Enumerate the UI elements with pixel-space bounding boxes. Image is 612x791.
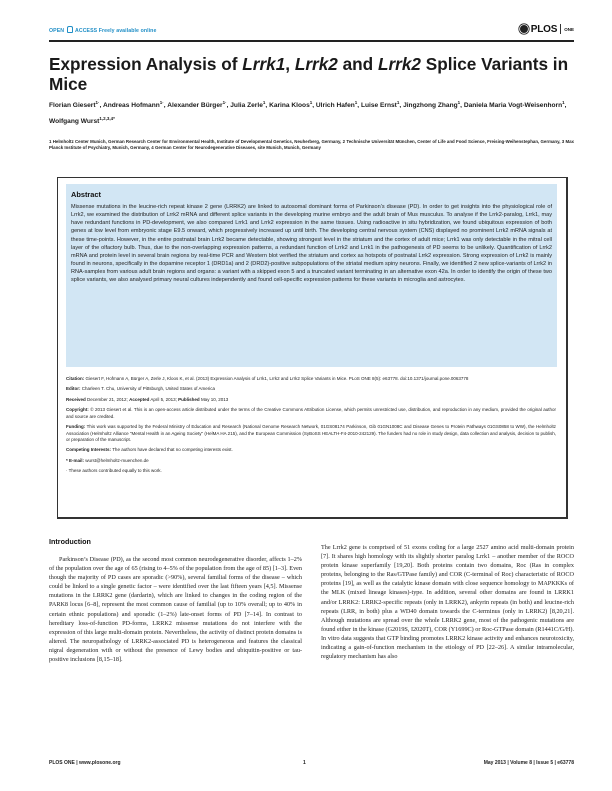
plos-one-logo[interactable] — [519, 22, 574, 36]
body-column-right — [321, 543, 574, 661]
title-text: and — [337, 54, 378, 74]
front-matter-box — [57, 177, 568, 519]
email — [66, 458, 556, 464]
copyright-text: © 2013 Giesert et al. This is an open-access article distributed under the terms of the Creative Commons Attribution License, which permits unrestricted use, distribution, and reproduction in any medium, provided the original author and source are credited. — [66, 407, 556, 419]
copyright — [66, 407, 556, 420]
author-name[interactable]: Julia Zerle — [230, 102, 263, 110]
plos-logo-icon — [520, 25, 528, 33]
article-metadata — [66, 376, 556, 479]
author-affiliation-marker: 1 — [309, 100, 313, 105]
author-affiliation-marker: 1· — [222, 100, 227, 105]
intro-paragraph: Parkinson’s Disease (PD), as the second most common neurodegenerative disorder, affects 1–2% of the population over the age of 65 (rising to 4–5% of the population from the age of 85) [1–3]. Even though the majority of PD cases are sporadic (>90%), several familial forms of the disease – which could be linked to a single genetic factor – were identified over the last fifteen years [4,5]. Missense mutations in the LRRK2 gene (dardarin), which are linked to changes in the coding region of the PARK8 locus [6–8], represent the most common cause of familial (up to 10% overall; up to 40% in certain ethnic populations) and sporadic (1–2%) late-onset forms of PD [7–14]. In contrast to hereditary loss-of-function PD-forms, LRRK2 missense mutations do not interfere with the expression of this large multi-domain protein. Nevertheless, the activity of distinct protein domains is altered. The neuropathology of LRRK2-associated PD is heterogeneous and features the classical nigral degeneration with or without the presence of Lewy bodies and ubiquitin-positive or tau-positive inclusions [8,15–18]. — [49, 556, 302, 664]
author-name[interactable]: Alexander Bürger — [167, 102, 223, 110]
abstract-panel — [66, 184, 557, 367]
abstract-text: Missense mutations in the leucine-rich repeat kinase 2 gene (LRRK2) are linked to autosomal dominant forms of Parkinson’s disease (PD). In order to get insights into the physiological role of Lrrk2, we examined the distribution of Lrrk2 mRNA and different splice variants in the developing murine embryo and the adult brain of Mus musculus. To analyse if the Lrrk2-paralog, Lrrk1, may have redundant functions in PD-development, we also compared Lrrk1 and Lrrk2 expression in the same tissues. Using radioactive in situ hybridization, we found ubiquitous expression of both genes at low level from embryonic stage E9.5 onward, which progressively increased up until birth. The developing central nervous system (CNS) displayed no prominent Lrrk2 mRNA signals at these time-points. However, in the entire postnatal brain Lrrk2 became detectable, showing strongest level in the striatum and the cortex of adult mice; Lrrk1 was only detectable in the mitral cell layer of the olfactory bulb. Thus, due to the non-overlapping expression patterns, a redundant function of Lrrk2 and Lrrk1 in the pathogenesis of PD seems to be unlikely. Quantification of Lrrk2 mRNA and protein level in several brain regions by real-time PCR and Western blot verified the striatum and cortex as hotspots of postnatal Lrrk2 expression. Strong expression of Lrrk2 is mainly found in neurons, specifically in the dopamine receptor 1 (DRD1a) and 2 (DRD2)-positive subpopulations of the striatal medium spiny neurons. Finally, we identified 2 new splice-variants of Lrrk2 in RNA-samples from various adult brain regions and organs: a variant with a skipped exon 5 and a truncated variant terminating in an alternative exon 42a. In order to identify the origin of these two splice variants, we also analysed primary neural cultures independently and found cell-specific expression patterns for these variants in microglia and astrocytes. — [71, 204, 552, 284]
journal-site-link[interactable]: PLOS ONE | www.plosone.org — [49, 760, 121, 766]
introduction-heading: Introduction — [49, 537, 91, 546]
received-date: December 21, 2012; — [87, 396, 128, 402]
title-separator: , — [285, 54, 295, 74]
author-affiliation-marker: 1 — [562, 100, 565, 105]
competing-text: The authors have declared that no competing interests exist. — [112, 447, 233, 453]
funding-text: This work was supported by the Federal Ministry of Education and Research (National Genome Research Network, 01GS08174 Parkinson, Gib 01GN1008C and Disease Genes to Protein Pathways 01GS0858 to WW), the Helmholtz Association (Helmholtz Alliance "Mental Health in an Ageing Society" (HelMA HA 215), and the European Commission (SyBoSS HEALTH-F4-2010-242129). The funders had no role in study design, data collection and analysis, decision to publish, or preparation of the manuscript. — [66, 424, 556, 442]
author-name[interactable]: Jingzhong Zhang — [403, 102, 458, 110]
author-affiliation-marker: 1 — [262, 100, 266, 105]
page-footer — [49, 760, 574, 770]
citation-text: Giesert F, Hofmann A, Bürger A, Zerle J, Kloos K, et al. (2013) Expression Analysis of Lrrk1, Lrrk2 and Lrrk2 Splice Variants in Mice. PLoS ONE 8(5): e63778. doi:10.1371/journal.pone.0063778 — [85, 376, 469, 381]
header-rule — [49, 40, 574, 42]
logo-divider — [560, 24, 561, 34]
author-affiliation-marker: 1· — [95, 100, 100, 105]
access-label: ACCESS — [75, 28, 98, 34]
received-label: Received — [66, 396, 86, 402]
citation-label: Citation: — [66, 376, 85, 381]
accepted-date: April 5, 2013; — [150, 396, 177, 402]
open-label: OPEN — [49, 28, 65, 34]
author-name[interactable]: Ulrich Hafen — [315, 102, 355, 110]
body-paragraph: The Lrrk2 gene is comprised of 51 exons coding for a large 2527 amino acid multi-domain protein [7]. It shares high homology with its slightly shorter paralog Lrrk1 – another member of the ROCO protein kinase superfamily [19,20]. Both proteins contain two domains, Roc (Ras in complex proteins, belonging to the Ras/GTPase family) and COR (C-terminal of Roc) characteristic of ROCO proteins [19], as well as the catalytic kinase domain with close sequence homology to MAPKKKs of the MLK (mixed lineage kinases)-type. In addition, several other domains are found in LRRK1 and/or LRRK2: LRRK2-specific repeats (only in LRRK2), ankyrin repeats (in both) and leucine-rich repeats (LRR, in both) plus a WD40 domain towards the C-terminus (only in LRRK2) [8,20,21]. Although mutations are spread over the whole LRRK2 gene, most of the pathogenic mutations are found either in the kinase (G2019S, I2020T), COR (Y1699C) or Roc-GTPase domain (R1441C/G/H). In vitro data suggests that GTP binding promotes LRRK2 kinase activity and enhances neurotoxicity, indicating a gain-of-function mechanism in the etiology of PD [22–26]. A similar intramolecular, regulatory mechanism has also — [321, 544, 574, 661]
title-gene-lrrk2: Lrrk2 — [294, 54, 338, 74]
author-affiliation-marker: 1· — [159, 100, 164, 105]
title-gene-lrrk1: Lrrk1 — [242, 54, 286, 74]
title-text: Expression Analysis of — [49, 54, 243, 74]
author-name[interactable]: Andreas Hofmann — [102, 102, 160, 110]
freely-available-label: Freely available online — [98, 28, 157, 34]
open-access-badge[interactable] — [49, 26, 156, 34]
one-wordmark: ONE — [564, 26, 574, 32]
plos-wordmark: PLOS — [530, 23, 558, 35]
abstract-heading: Abstract — [71, 190, 101, 199]
equal-contribution-note: · These authors contributed equally to this work. — [66, 468, 162, 474]
citation — [66, 376, 556, 382]
published-label: Published — [178, 396, 200, 402]
editor-label: Editor: — [66, 386, 81, 392]
author-list: Florian Giesert$^{1\cdot}$, Andreas Hofmann$^{1\cdot}$, Alexander Bürger$^{1\cdot}$, Julia Zerle$^1$, Karina Kloos$^1$, Ulrich Hafen$^1$, Luise Ernst$^1$, Jingzhong Zhang$^1$, Daniela Maria Vogt-Weisenhorn$^1$, Wolfgang Wurst$^{1,2,3,4*}$ — [49, 100, 567, 125]
title-text: Splice Variants in Mice — [49, 54, 569, 94]
author-name[interactable]: Luise Ernst — [360, 102, 397, 110]
article-title — [49, 54, 569, 94]
author-name[interactable]: Karina Kloos — [269, 102, 310, 110]
editor — [66, 386, 556, 392]
email-link[interactable]: wurst@helmholtz-muenchen.de — [85, 457, 149, 463]
competing-interests — [66, 447, 556, 453]
dates — [66, 397, 556, 403]
author-name[interactable]: Daniela Maria Vogt-Weisenhorn — [463, 102, 563, 110]
issue-info: May 2013 | Volume 8 | Issue 5 | e63778 — [483, 760, 574, 766]
journal-header — [49, 22, 574, 42]
author-name[interactable]: Florian Giesert — [49, 102, 96, 110]
funding-label: Funding: — [66, 424, 86, 430]
title-gene-lrrk2-splice: Lrrk2 — [377, 54, 421, 74]
author-affiliation-marker: 1 — [354, 100, 358, 105]
author-affiliation-marker: 1 — [396, 100, 400, 105]
copyright-label: Copyright: — [66, 407, 89, 413]
open-lock-icon — [67, 26, 73, 33]
competing-label: Competing Interests: — [66, 447, 112, 453]
funding — [66, 424, 556, 443]
body-column-left — [49, 537, 302, 664]
published-date: May 10, 2013 — [200, 396, 229, 402]
author-affiliation-marker: 1,2,3,4* — [99, 115, 115, 121]
editor-text: Charleen T. Chu, University of Pittsburgh, United States of America — [81, 386, 215, 392]
author-affiliation-marker: 1 — [457, 100, 461, 105]
affiliations: 1 Helmholtz Center Munich, German Research Center for Environmental Health, Institute of Developmental Genetics, Neuherberg, Germany, 2 Technische Universität München, Center of Life and Food Science, Freising-Weihenstephan, Germany, 3 Max Planck Institute of Psychiatry, Munich, Germany, 4 German Center for Neurodegenerative Diseases, site Munich, Munich, Germany — [49, 139, 574, 151]
page-number: 1 — [303, 760, 306, 766]
accepted-label: Accepted — [129, 396, 150, 402]
email-label: * E-mail: — [66, 457, 85, 463]
author-name[interactable]: Wolfgang Wurst — [49, 117, 100, 125]
